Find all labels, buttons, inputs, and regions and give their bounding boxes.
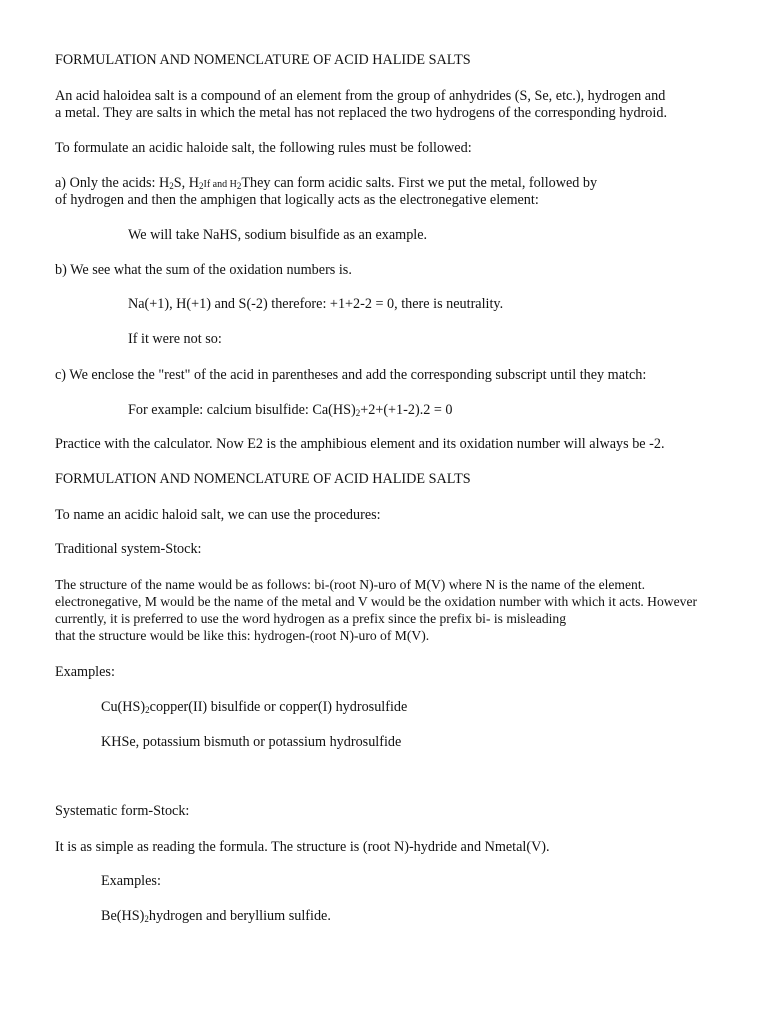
- neutrality-example: Na(+1), H(+1) and S(-2) therefore: +1+2-2 = 0, there is neutrality.: [128, 296, 504, 312]
- structure-line-1: The structure of the name would be as follows: bi-(root N)-uro of M(V) where N is the name of the element.: [55, 577, 646, 592]
- structure-line-2: electronegative, M would be the name of the metal and V would be the oxidation number with which it acts. However: [55, 594, 698, 609]
- name-intro: To name an acidic haloid salt, we can use the procedures:: [55, 507, 381, 523]
- rules-intro: To formulate an acidic haloide salt, the following rules must be followed:: [55, 140, 472, 156]
- structure-line-3: currently, it is preferred to use the word hydrogen as a prefix since the prefix bi- is misleading: [55, 611, 566, 626]
- systematic-description: It is as simple as reading the formula. The structure is (root N)-hydride and Nmetal(V).: [55, 839, 550, 855]
- beryllium-example: $Be(HS)_2hydrogen$ and beryllium sulfide.: [101, 908, 331, 924]
- rule-a-line-2: of hydrogen and then the amphigen that logically acts as the electronegative element:: [55, 192, 539, 208]
- intro-paragraph-line-2: a metal. They are salts in which the metal has not replaced the two hydrogens of the corresponding hydroid.: [55, 105, 667, 121]
- structure-line-4: that the structure would be like this: hydrogen-(root N)-uro of M(V).: [55, 628, 430, 643]
- rule-c: c) We enclose the "rest" of the acid in parentheses and add the corresponding subscript until they match:: [55, 367, 647, 383]
- intro-paragraph-line-1: An acid haloidea salt is a compound of an element from the group of anhydrides (S, Se, etc.), hydrogen and: [55, 88, 666, 104]
- traditional-heading: Traditional system-Stock:: [55, 541, 202, 557]
- rule-b: b) We see what the sum of the oxidation numbers is.: [55, 262, 352, 278]
- copper-example: $Cu(HS)_2copper(II)$ bisulfide or copper(I) hydrosulfide: [101, 699, 408, 715]
- examples-heading-2: Examples:: [101, 873, 161, 889]
- khse-example: KHSe, potassium bismuth or potassium hydrosulfide: [101, 734, 402, 750]
- systematic-heading: Systematic form-Stock:: [55, 803, 190, 819]
- if-not-text: If it were not so:: [128, 331, 222, 347]
- rule-a-line-1: a) Only the acids: $H_2S$, $H_2If$ and $H_2They$ can form acidic salts. First we put the metal, followed by: [55, 175, 598, 191]
- calcium-example: For example: calcium bisulfide: $Ca(HS)_2+2+(+1-2).2 = 0$: [128, 402, 453, 418]
- example-nahs: We will take NaHS, sodium bisulfide as an example.: [128, 227, 428, 243]
- examples-heading-1: Examples:: [55, 664, 115, 680]
- section-title: FORMULATION AND NOMENCLATURE OF ACID HALIDE SALTS: [55, 52, 471, 68]
- practice-note: Practice with the calculator. Now E2 is the amphibious element and its oxidation number will always be -2.: [55, 436, 665, 452]
- section-title-2: FORMULATION AND NOMENCLATURE OF ACID HALIDE SALTS: [55, 471, 471, 487]
